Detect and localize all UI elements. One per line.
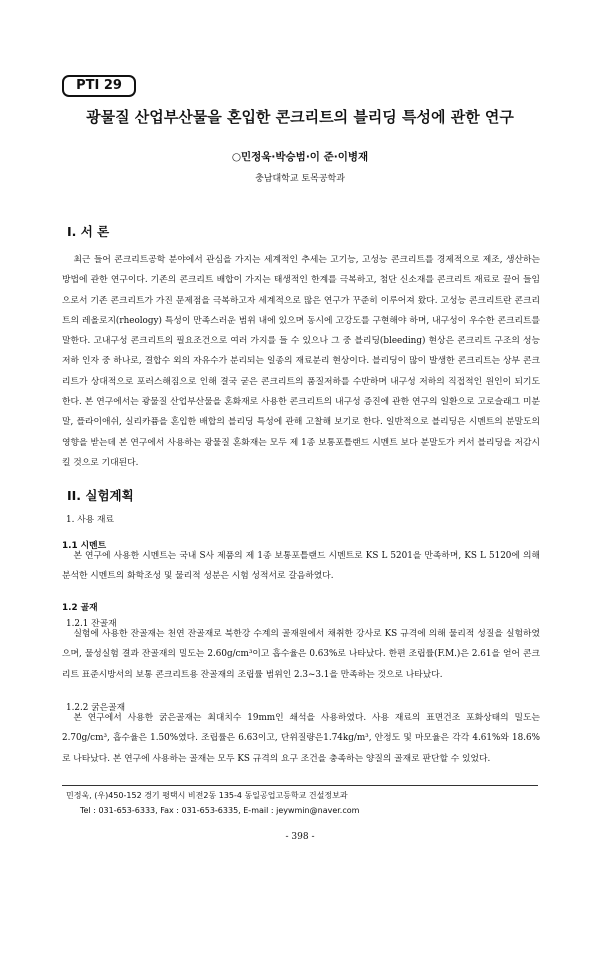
subsection-aggregate: 1.2 골재 (62, 603, 98, 613)
session-label: PTI 29 (62, 75, 136, 97)
cement-paragraph: 본 연구에 사용한 시멘트는 국내 S사 제품의 제 1종 보통포틀랜드 시멘트로 KS L 5201을 만족하며, KS L 5120에 의해 분석한 시멘트의 화학조성 및 물리적 성분은 시험 성적서로 갈음하였다. (62, 551, 540, 582)
paper-title: 광물질 산업부산물을 혼입한 콘크리트의 블리딩 특성에 관한 연구 (86, 108, 514, 126)
section-heading-experiment: II. 실험계획 (67, 488, 134, 503)
footnote-divider (62, 785, 538, 786)
section-heading-introduction: I. 서 론 (67, 224, 110, 239)
affiliation: 충남대학교 토목공학과 (255, 174, 345, 184)
fine-aggregate-paragraph: 실험에 사용한 잔골재는 천연 잔골재로 북한강 수계의 골재원에서 채취한 강사로 KS 규격에 의해 물리적 성질을 실험하였으며, 물성실험 결과 잔골재의 밀도는 2.60g/cm³이고 흡수율은 0.63%로 나타났다. 한편 조립률(F.M.)은 2.61을 얻어 콘크리트 표준시방서의 보통 콘크리트용 잔골재의 조립률 범위인 2.3~3.1을 만족하는 것으로 나타났다. (62, 629, 540, 680)
subsection-materials: 1. 사용 재료 (66, 515, 114, 525)
subsection-coarse-aggregate: 1.2.2 굵은골재 (66, 703, 126, 713)
subsection-fine-aggregate: 1.2.1 잔골재 (66, 619, 117, 629)
coarse-aggregate-paragraph: 본 연구에서 사용한 굵은골재는 최대치수 19mm인 쇄석을 사용하였다. 사용 재료의 표면건조 포화상태의 밀도는 2.70g/cm³, 흡수율은 1.50%였다. 조립률은 6.63이고, 단위질량은1.74kg/m³, 안정도 및 마모율은 각각 4.61%와 18.6%로 나타났다. 본 연구에 사용하는 골재는 모두 KS 규격의 요구 조건을 충족하는 양질의 골재로 판단할 수 있었다. (62, 713, 540, 764)
subsection-cement: 1.1 시멘트 (62, 541, 107, 551)
page-number: - 398 - (285, 832, 315, 842)
footnote-address: 민정욱, (우)450-152 경기 평택시 비전2동 135-4 동일공업고등학교 건설정보과 (66, 791, 348, 800)
footnote-contact: Tel : 031-653-6333, Fax : 031-653-6335, E-mail : jeywmin@naver.com (80, 806, 360, 815)
author-list: ○민정욱·박승범·이 준·이병재 (231, 151, 369, 163)
introduction-paragraph: 최근 들어 콘크리트공학 분야에서 관심을 가지는 세계적인 추세는 고기능, 고성능 콘크리트를 경제적으로 제조, 생산하는 방법에 관한 연구이다. 기존의 콘크리트 배합이 가지는 태생적인 한계를 극복하고, 첨단 신소재를 콘크리트 재료로 끌어 들임으로서 기존 콘크리트가 가진 문제점을 극복하고자 세계적으로 많은 연구가 꾸준히 이루어져 왔다. 고성능 콘크리트란 콘크리트의 레올로지(rheology) 특성이 만족스러운 범위 내에 있으며 동시에 고강도를 구현해야 하며, 내구성이 우수한 콘크리트를 말한다. 고내구성 콘크리트의 필요조건으로 여러 가지를 들 수 있으나 그 중 블리딩(bleeding) 현상은 콘크리트 구조의 성능저하 인자 중 하나로, 결합수 외의 자유수가 분리되는 일종의 재료분리 현상이다. 블리딩이 많이 발생한 콘크리트는 상부 콘크리트가 상대적으로 포러스해짐으로 인해 결국 굳은 콘크리트의 품질저하를 수반하며 내구성 저하의 직접적인 원인이 되기도 한다. 본 연구에서는 광물질 산업부산물을 혼화재로 사용한 콘크리트의 내구성 증진에 관한 연구의 일환으로 고로슬래그 미분말, 플라이애쉬, 실리카퓸을 혼입한 배합의 블리딩 특성에 관해 고찰해 보기로 한다. 일반적으로 블리딩은 시멘트의 분말도의 영향을 받는데 본 연구에서 사용하는 광물질 혼화재는 모두 제 1종 보통포틀랜드 시멘트 보다 분말도가 커서 블리딩을 저감시킬 것으로 기대된다. (62, 255, 540, 468)
